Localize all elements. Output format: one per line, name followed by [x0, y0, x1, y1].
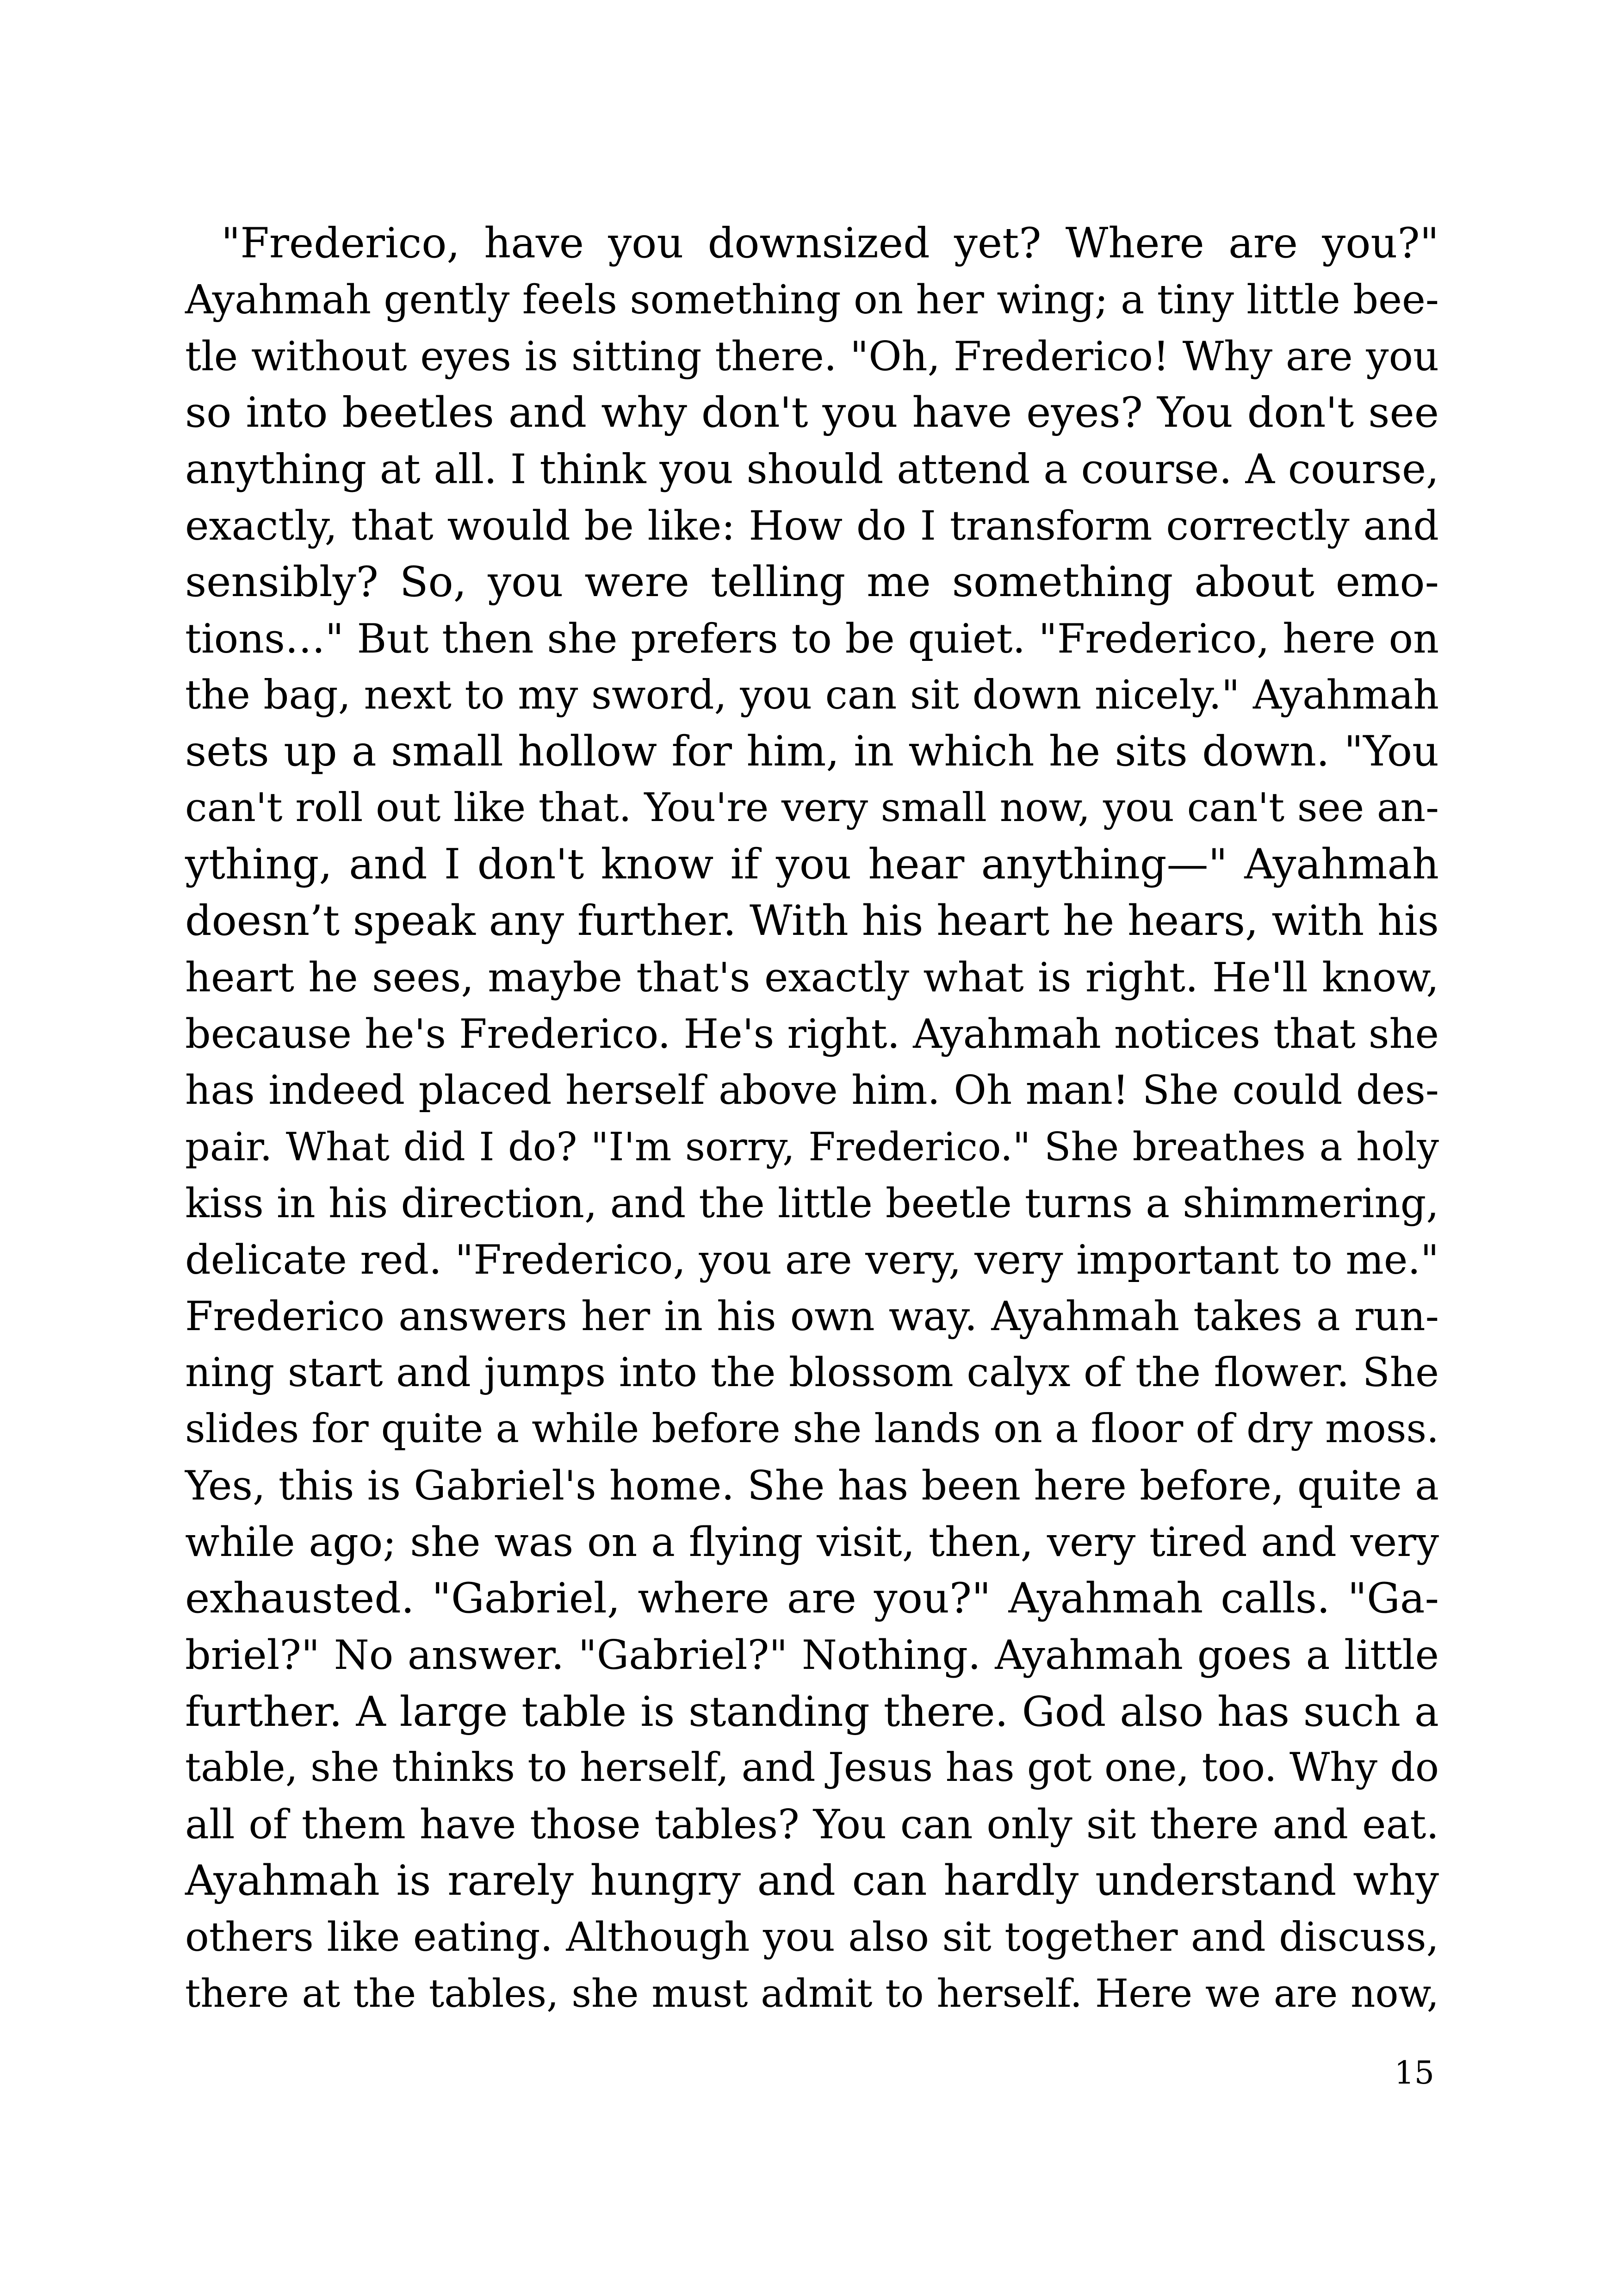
- text-line: Frederico answers her in his own way. Ayahmah takes a run-: [185, 1293, 1439, 1340]
- text-line: "Frederico, have you downsized yet? Where are you?": [221, 219, 1439, 268]
- text-line: sets up a small hollow for him, in which he sits down. "You: [185, 727, 1439, 776]
- body-text: [185, 215, 1439, 2022]
- text-line: Ayahmah gently feels something on her wing; a tiny little bee-: [185, 277, 1439, 323]
- text-line: ning start and jumps into the blossom calyx of the flower. She: [185, 1350, 1439, 1396]
- text-line: exhausted. "Gabriel, where are you?" Ayahmah calls. "Ga-: [185, 1574, 1439, 1623]
- text-line: ything, and I don't know if you hear anything—" Ayahmah: [185, 840, 1439, 889]
- page-number: 15: [1394, 2055, 1434, 2091]
- text-line: further. A large table is standing there. God also has such a: [185, 1687, 1439, 1736]
- text-line: has indeed placed herself above him. Oh man! She could des-: [185, 1067, 1439, 1114]
- text-line: others like eating. Although you also sit together and discuss,: [185, 1914, 1439, 1960]
- text-line: table, she thinks to herself, and Jesus has got one, too. Why do: [185, 1745, 1439, 1791]
- text-line: kiss in his direction, and the little beetle turns a shimmering,: [185, 1180, 1439, 1227]
- text-line: can't roll out like that. You're very small now, you can't see an-: [185, 785, 1439, 831]
- text-line: slides for quite a while before she lands on a floor of dry moss.: [185, 1406, 1439, 1452]
- text-line: the bag, next to my sword, you can sit down nicely." Ayahmah: [185, 672, 1439, 718]
- text-line: because he's Frederico. He's right. Ayahmah notices that she: [185, 1010, 1439, 1058]
- text-line: while ago; she was on a flying visit, then, very tired and very: [185, 1518, 1439, 1566]
- text-line: Yes, this is Gabriel's home. She has been here before, quite a: [185, 1462, 1439, 1509]
- text-line: tions…" But then she prefers to be quiet. "Frederico, here on: [185, 615, 1439, 662]
- text-line: delicate red. "Frederico, you are very, very important to me.": [185, 1236, 1439, 1283]
- text-line: pair. What did I do? "I'm sorry, Frederico." She breathes a holy: [185, 1124, 1439, 1170]
- text-line: so into beetles and why don't you have eyes? You don't see: [185, 388, 1439, 437]
- text-line: tle without eyes is sitting there. "Oh, Frederico! Why are you: [185, 333, 1439, 380]
- text-line: sensibly? So, you were telling me something about emo-: [185, 558, 1439, 606]
- text-line: briel?" No answer. "Gabriel?" Nothing. Ayahmah goes a little: [185, 1631, 1439, 1679]
- text-line: doesn’t speak any further. With his heart he hears, with his: [185, 896, 1439, 945]
- text-line: there at the tables, she must admit to herself. Here we are now,: [185, 1971, 1439, 2016]
- text-line: all of them have those tables? You can only sit there and eat.: [185, 1801, 1439, 1848]
- text-line: Ayahmah is rarely hungry and can hardly understand why: [185, 1856, 1439, 1905]
- text-line: heart he sees, maybe that's exactly what is right. He'll know,: [185, 954, 1439, 1001]
- text-line: exactly, that would be like: How do I transform correctly and: [185, 502, 1439, 549]
- text-line: anything at all. I think you should attend a course. A course,: [185, 445, 1439, 493]
